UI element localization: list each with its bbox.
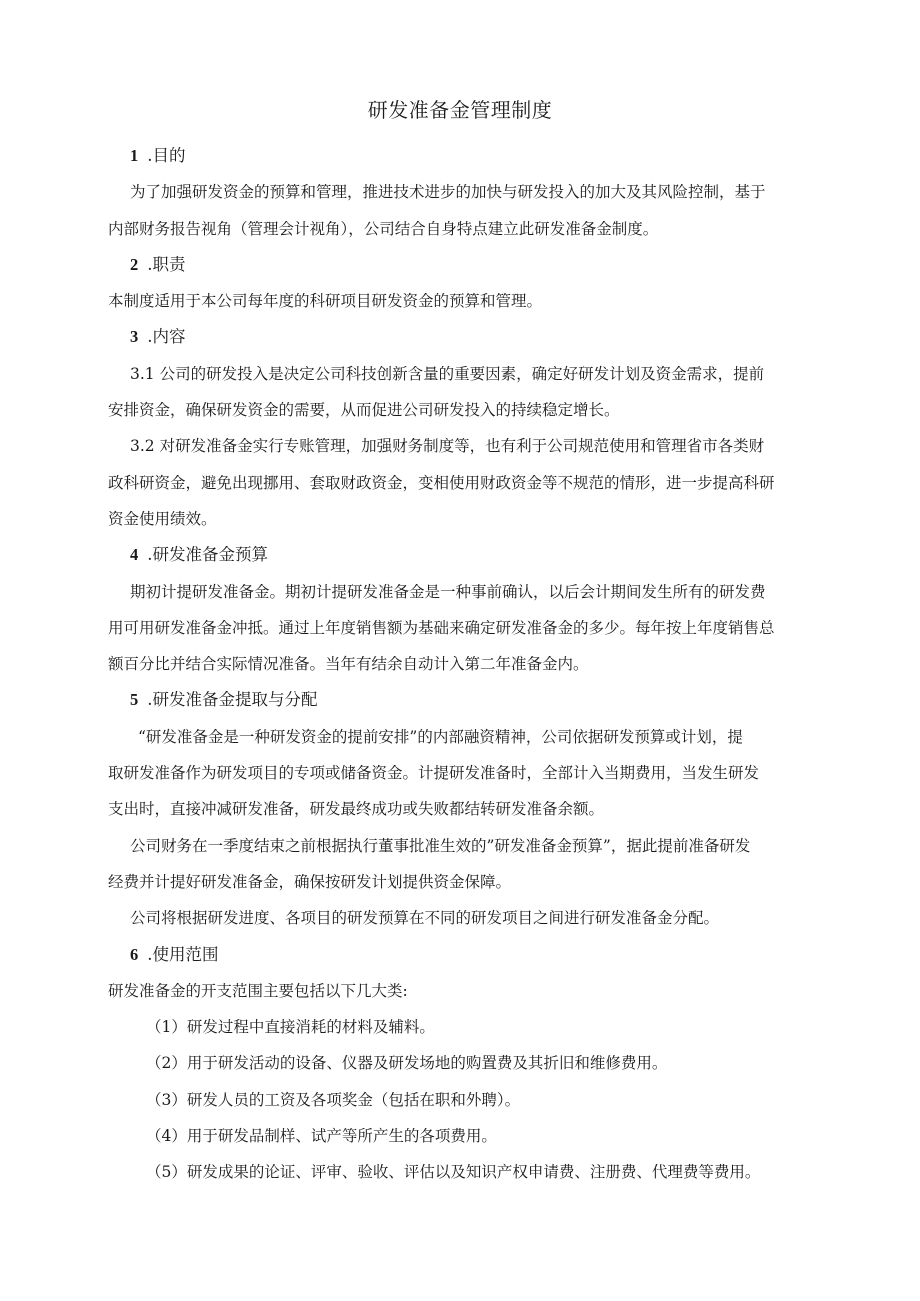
section-heading: [108, 682, 828, 718]
paragraph-line: 支出时，直接冲减研发准备，研发最终成功或失败都结转研发准备余额。: [108, 800, 605, 819]
paragraph-line: 政科研资金，避免出现挪用、套取财政资金，变相使用财政资金等不规范的情形，进一步提高科研: [108, 473, 775, 492]
paragraph-line: 为了加强研发资金的预算和管理，推进技术进步的加快与研发投入的加大及其风险控制，基于: [130, 183, 766, 202]
section-title: .研发准备金预算: [147, 545, 268, 565]
document-title: 研发准备金管理制度: [367, 98, 553, 122]
section-title: .职责: [147, 254, 186, 274]
paragraph-line: 公司将根据研发进度、各项目的研发预算在不同的研发项目之间进行研发准备金分配。: [130, 909, 720, 928]
section-number: 1: [130, 146, 139, 165]
section-number: 4: [130, 545, 139, 565]
section-heading: [108, 319, 828, 355]
list-item: （2）用于研发活动的设备、仪器及研发场地的购置费及其折旧和维修费用。: [146, 1054, 668, 1073]
paragraph-line: 内部财务报告视角（管理会计视角），公司结合自身特点建立此研发准备金制度。: [108, 219, 659, 238]
paragraph-line: 用可用研发准备金冲抵。通过上年度销售额为基础来确定研发准备金的多少。每年按上年度销售总: [108, 618, 775, 637]
paragraph-line: 经费并计提好研发准备金，确保按研发计划提供资金保障。: [108, 872, 512, 891]
section-heading: [108, 138, 828, 174]
section-number: 5: [130, 690, 139, 710]
section-title: .使用范围: [147, 944, 219, 964]
list-item: （5）研发成果的论证、评审、验收、评估以及知识产权申请费、注册费、代理费等费用。: [146, 1163, 761, 1182]
section-title: .内容: [147, 327, 186, 347]
paragraph-line: 3.1 公司的研发投入是决定公司科技创新含量的重要因素，确定好研发计划及资金需求，提前: [130, 364, 765, 383]
section-title: .研发准备金提取与分配: [147, 690, 318, 710]
paragraph-line: 研发准备金的开支范围主要包括以下几大类:: [108, 981, 408, 1000]
document-body: [108, 138, 828, 1191]
paragraph-line: 取研发准备作为研发项目的专项或储备资金。计提研发准备时，全部计入当期费用，当发生研发: [108, 764, 760, 783]
paragraph-line: 额百分比并结合实际情况准备。当年有结余自动计入第二年准备金内。: [108, 655, 589, 674]
section-number: 2: [130, 254, 139, 274]
paragraph-line: 资金使用绩效。: [108, 509, 217, 528]
paragraph-line: 期初计提研发准备金。期初计提研发准备金是一种事前确认，以后会计期间发生所有的研发费: [130, 582, 766, 601]
paragraph-line: “研发准备金是一种研发资金的提前安排”的内部融资精神，公司依据研发预算或计划，提: [138, 727, 743, 746]
list-item: （3）研发人员的工资及各项奖金（包括在职和外聘）。: [146, 1090, 521, 1109]
paragraph-line: 公司财务在一季度结束之前根据执行董事批准生效的”研发准备金预算”，据此提前准备研发: [130, 836, 751, 855]
section-number: 3: [130, 327, 139, 347]
section-title: .目的: [147, 146, 186, 165]
paragraph-line: 本制度适用于本公司每年度的科研项目研发资金的预算和管理。: [108, 292, 543, 311]
section-heading: [108, 537, 828, 573]
paragraph-line: 安排资金，确保研发资金的需要，从而促进公司研发投入的持续稳定增长。: [108, 401, 620, 420]
section-heading: [108, 247, 828, 283]
section-number: 6: [130, 944, 139, 964]
list-item: （1）研发过程中直接消耗的材料及辅料。: [146, 1018, 435, 1037]
list-item: （4）用于研发品制样、试产等所产生的各项费用。: [146, 1127, 497, 1146]
section-heading: [108, 937, 828, 973]
paragraph-line: 3.2 对研发准备金实行专账管理，加强财务制度等，也有利于公司规范使用和管理省市各类财: [130, 437, 765, 456]
